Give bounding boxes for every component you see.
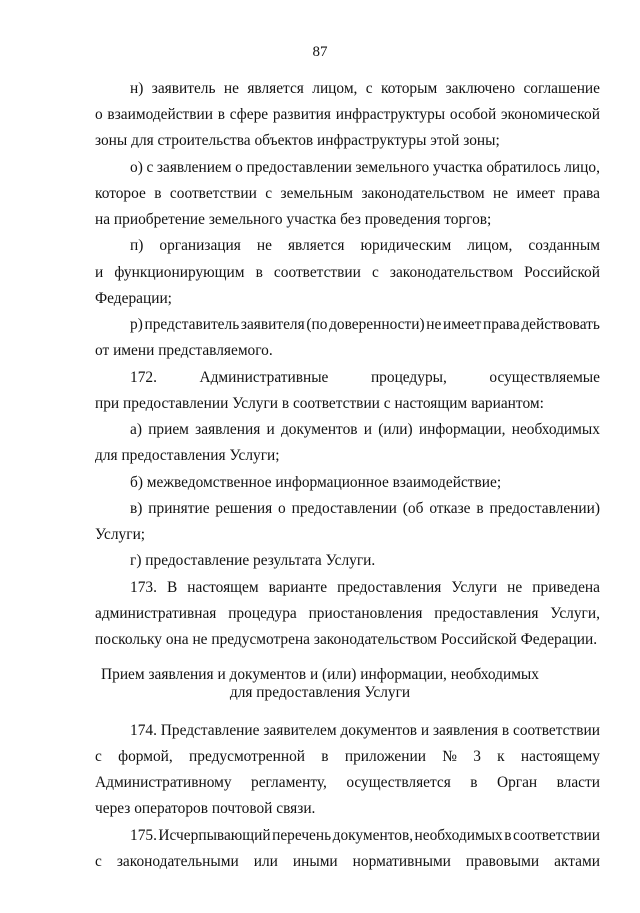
- text-line: административная процедура приостановления предоставления Услуги,: [95, 605, 600, 622]
- text-line: с формой, предусмотренной в приложении № 3 к настоящему: [95, 748, 600, 765]
- text-line: и функционирующим в соответствии с законодательством Российской: [95, 264, 600, 281]
- text-line: которое в соответствии с земельным законодательством не имеет права: [95, 185, 600, 202]
- text-line: р) представитель заявителя (по доверенности) не имеет права действовать: [130, 316, 600, 333]
- text-line: поскольку она не предусмотрена законодательством Российской Федерации.: [95, 631, 598, 648]
- text-line: на приобретение земельного участка без проведения торгов;: [95, 211, 492, 228]
- text-line: с законодательными или иными нормативными правовыми актами: [95, 853, 600, 870]
- text-line: от имени представляемого.: [95, 342, 273, 359]
- section-heading-line-2: для предоставления Услуги: [229, 684, 411, 701]
- text-line: 174. Представление заявителем документов и заявления в соответствии: [130, 722, 600, 739]
- text-line: н) заявитель не является лицом, с которым заключено соглашение: [130, 80, 600, 97]
- text-line: о) с заявлением о предоставлении земельного участка обратилось лицо,: [130, 159, 600, 176]
- text-line: в) принятие решения о предоставлении (об отказе в предоставлении): [130, 500, 600, 517]
- text-line: а) прием заявления и документов и (или) информации, необходимых: [130, 421, 600, 438]
- text-line: Услуги;: [95, 526, 146, 543]
- section-heading-line-1: Прием заявления и документов и (или) информации, необходимых: [101, 666, 539, 683]
- text-line: Административному регламенту, осуществляется в Орган власти: [95, 774, 600, 791]
- text-line: п) организация не является юридическим лицом, созданным: [130, 237, 600, 254]
- text-line: 173. В настоящем варианте предоставления Услуги не приведена: [130, 579, 600, 596]
- text-line: 172. Административные процедуры, осуществляемые: [130, 369, 600, 386]
- text-line: 175. Исчерпывающий перечень документов, необходимых в соответствии: [130, 827, 600, 844]
- text-line: о взаимодействии в сфере развития инфраструктуры особой экономической: [95, 106, 600, 123]
- text-line: г) предоставление результата Услуги.: [130, 552, 376, 569]
- text-line: б) межведомственное информационное взаимодействие;: [130, 474, 502, 491]
- text-line: зоны для строительства объектов инфраструктуры этой зоны;: [95, 132, 500, 149]
- page-number: 87: [312, 44, 328, 60]
- text-line: Федерации;: [95, 290, 172, 307]
- text-line: для предоставления Услуги;: [95, 447, 280, 464]
- text-line: через операторов почтовой связи.: [95, 800, 316, 817]
- text-line: при предоставлении Услуги в соответствии с настоящим вариантом:: [95, 395, 544, 412]
